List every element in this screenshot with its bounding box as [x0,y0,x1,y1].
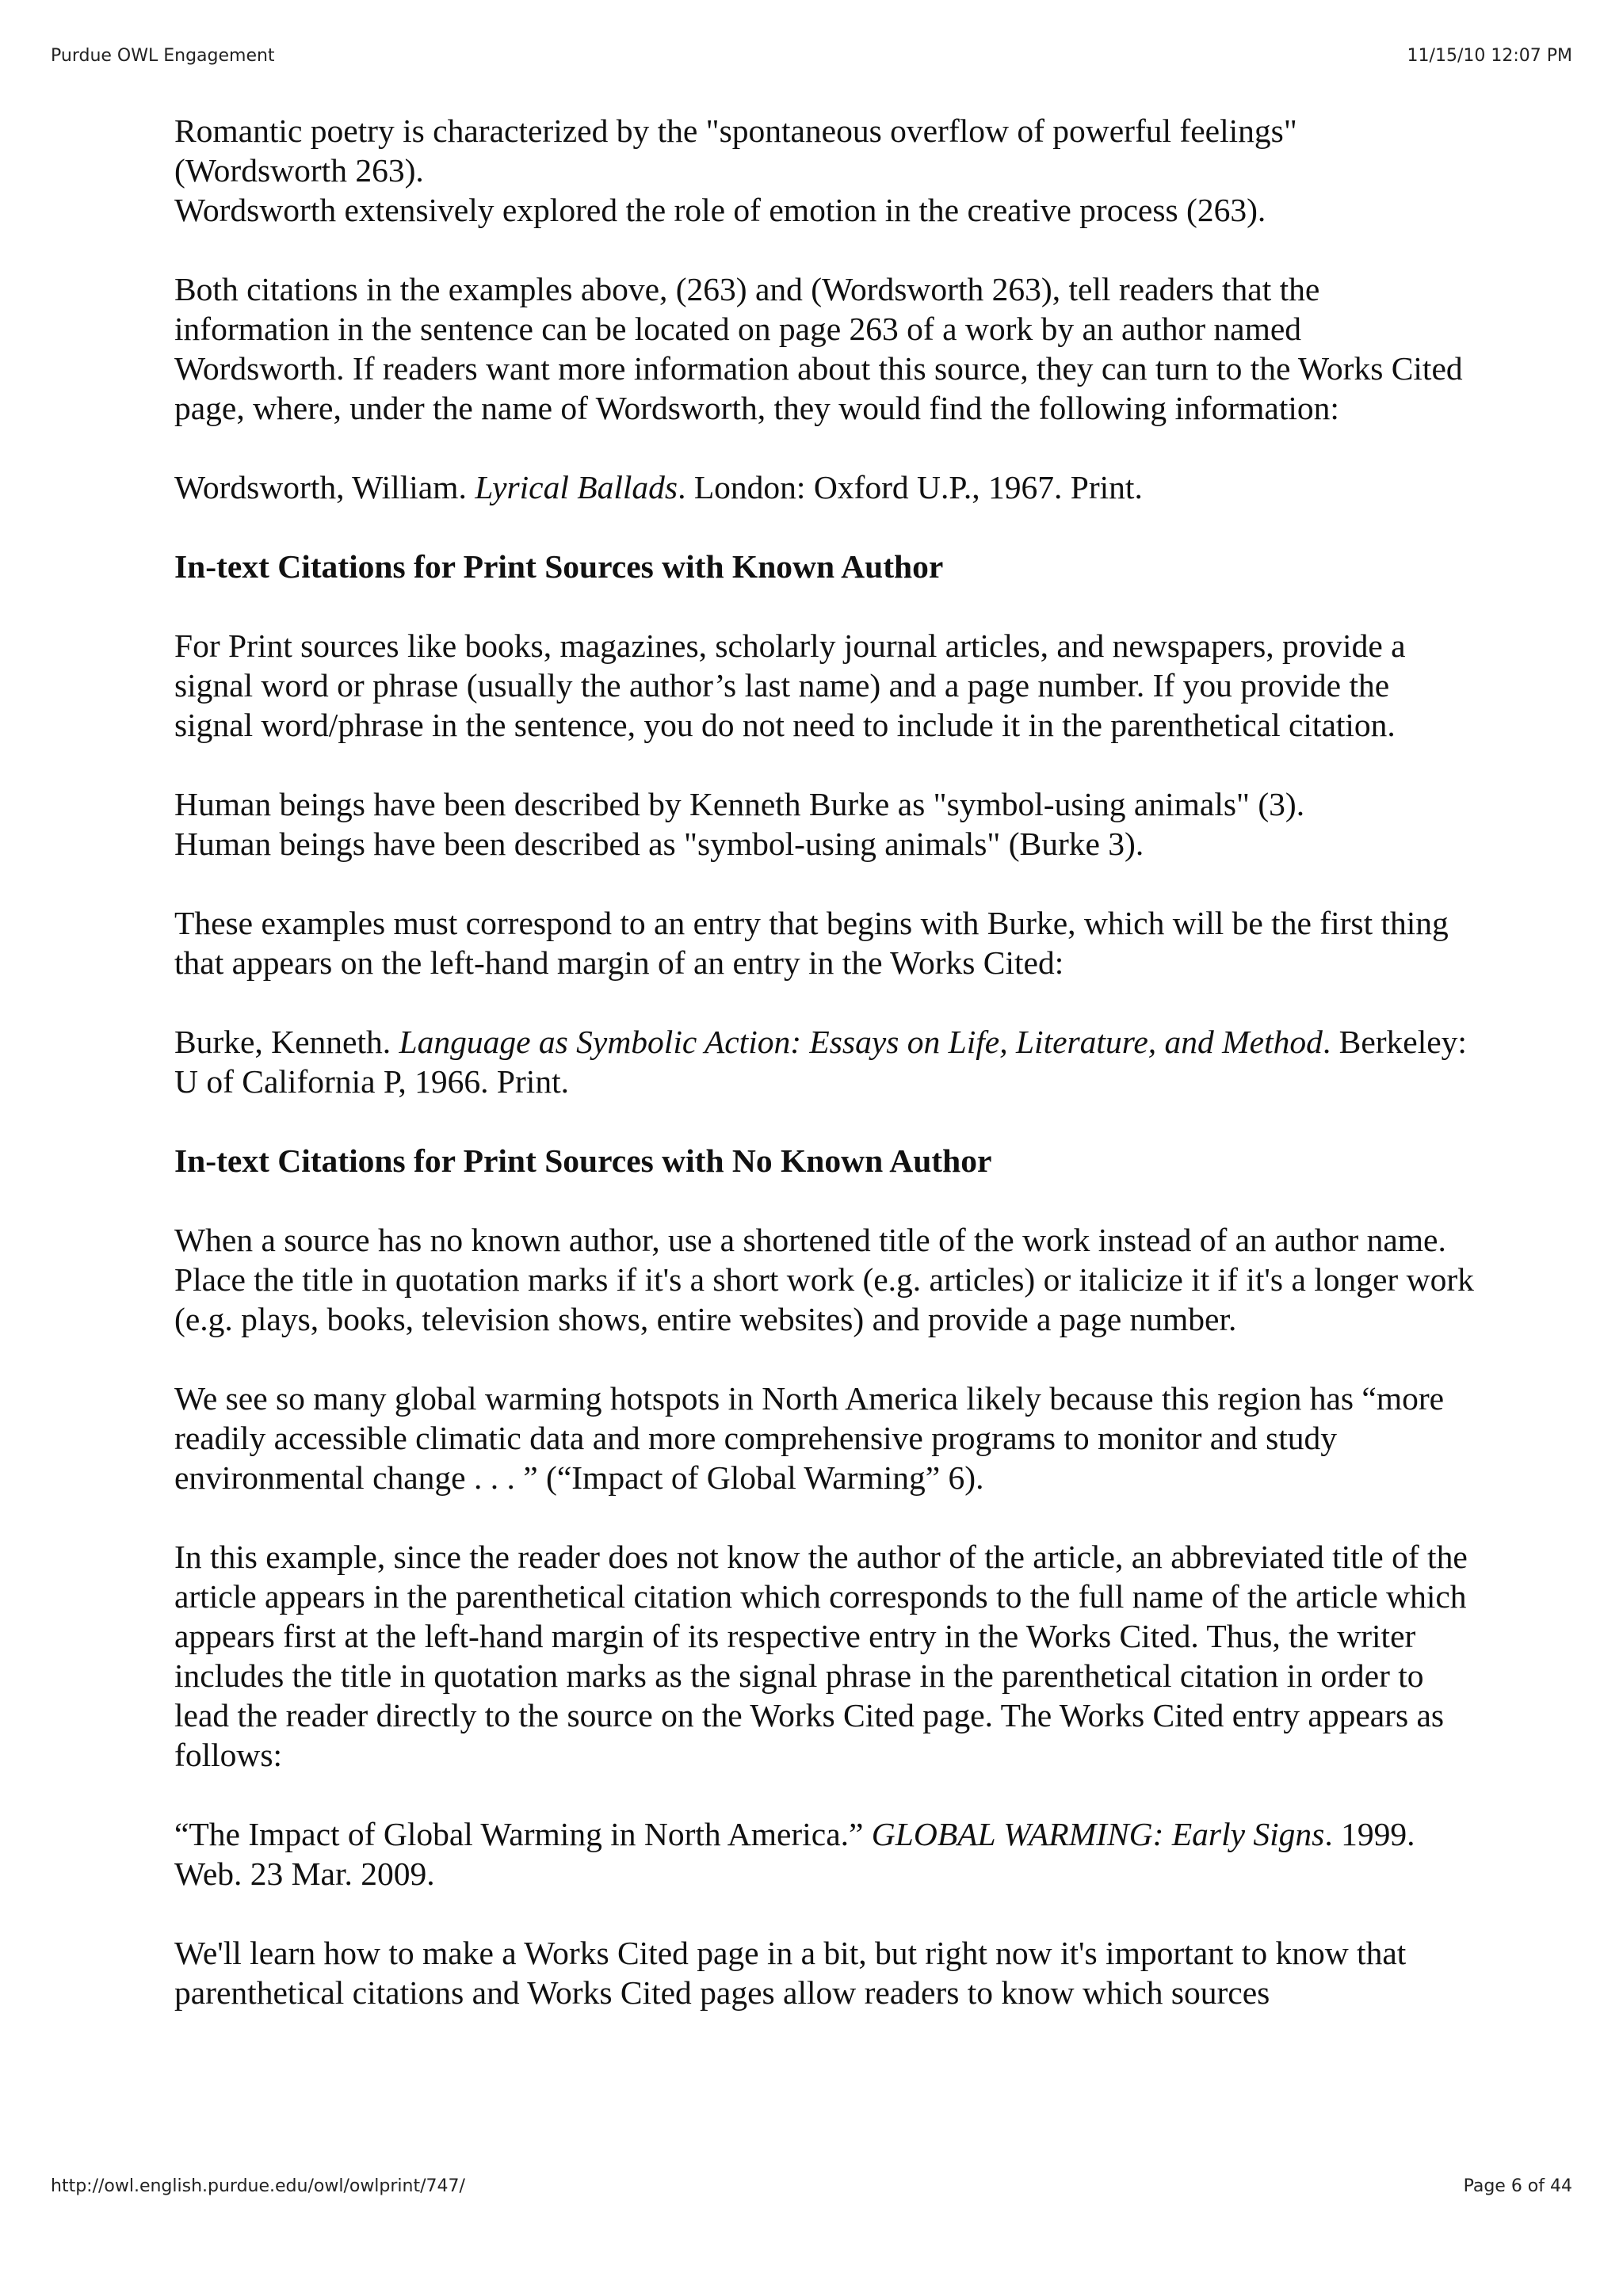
citation-title: GLOBAL WARMING: Early Signs [871,1816,1325,1852]
citation-author: Burke, Kenneth. [174,1024,399,1060]
citation-publication: . Berkeley: U of California P, 1966. Print. [174,1024,1467,1100]
example-paragraph [174,824,1474,864]
example-text: Human beings have been described as "symbol-using animals" (Burke 3). [174,826,1144,862]
section-heading: In-text Citations for Print Sources with No Known Author [174,1142,992,1179]
body-paragraph: For Print sources like books, magazines, scholarly journal articles, and newspapers, provide a signal word or phrase (usually the author’s last name) and a page number. If you provide the signal word/phrase in the sentence, you do not need to include it in the parenthetical citation. [174,627,1406,743]
example-paragraph [174,190,1474,230]
works-cited-entry [174,1022,1474,1101]
citation-author: “The Impact of Global Warming in North America.” [174,1816,872,1852]
body-paragraph: Both citations in the examples above, (263) and (Wordsworth 263), tell readers that the information in the sentence can be located on page 263 of a work by an author named Wordsworth. If readers want more information about this source, they can turn to the Works Cited page, where, under the name of Wordsworth, they would find the following information: [174,271,1463,426]
example-text: Human beings have been described by Kenneth Burke as "symbol-using animals" (3). [174,786,1305,822]
print-header-timestamp: 11/15/10 12:07 PM [1407,46,1572,66]
works-cited-entry [174,467,1474,507]
citation-publication: . 1999. Web. 23 Mar. 2009. [174,1816,1415,1892]
print-footer-url: http://owl.english.purdue.edu/owl/owlprint/747/ [51,2176,465,2196]
print-footer [51,2176,1572,2196]
example-text: Wordsworth extensively explored the role of emotion in the creative process (263). [174,192,1266,228]
example-paragraph: We see so many global warming hotspots in North America likely because this region has “more readily accessible climatic data and more comprehensive programs to monitor and study environmental change . . . ” (“Impact of Global Warming” 6). [174,1380,1445,1496]
print-header-title: Purdue OWL Engagement [51,46,275,66]
citation-title: Lyrical Ballads [475,469,678,505]
example-text: Romantic poetry is characterized by the "spontaneous overflow of powerful feelings" (Wordsworth 263). [174,113,1297,189]
body-paragraph: We'll learn how to make a Works Cited page in a bit, but right now it's important to know that parenthetical citations and Works Cited pages allow readers to know which sources [174,1935,1407,2011]
citation-author: Wordsworth, William. [174,469,475,505]
print-footer-page-number: Page 6 of 44 [1463,2176,1572,2196]
print-header [51,46,1572,66]
citation-title: Language as Symbolic Action: Essays on Life, Literature, and Method [399,1024,1323,1060]
example-paragraph [174,111,1474,190]
citation-publication: . London: Oxford U.P., 1967. Print. [678,469,1143,505]
document-body [174,111,1474,2012]
example-paragraph [174,784,1474,824]
section-heading: In-text Citations for Print Sources with Known Author [174,548,944,585]
body-paragraph: When a source has no known author, use a shortened title of the work instead of an author name. Place the title in quotation marks if it's a short work (e.g. articles) or italicize it if it's a longer work (e.g. plays, books, television shows, entire websites) and provide a page number. [174,1222,1474,1337]
body-paragraph: These examples must correspond to an entry that begins with Burke, which will be the first thing that appears on the left-hand margin of an entry in the Works Cited: [174,905,1449,981]
works-cited-entry [174,1814,1474,1894]
body-paragraph: In this example, since the reader does not know the author of the article, an abbreviated title of the article appears in the parenthetical citation which corresponds to the full name of the article which appears first at the left-hand margin of its respective entry in the Works Cited. Thus, the writer includes the title in quotation marks as the signal phrase in the parenthetical citation in order to lead the reader directly to the source on the Works Cited page. The Works Cited entry appears as follows: [174,1539,1468,1773]
